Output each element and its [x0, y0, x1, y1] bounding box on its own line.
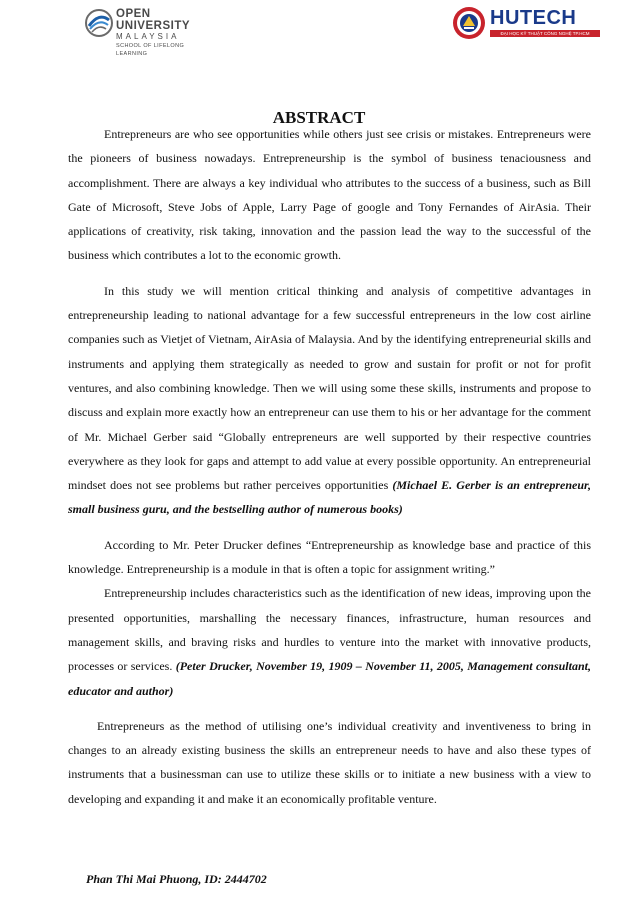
page-header [0, 0, 638, 60]
paragraph-4 [68, 581, 591, 702]
paragraph-text: Entrepreneurs as the method of utilising one’s individual creativity and inventiveness to bring in changes to an already existing business the skills an entrepreneur needs to have and also these types of instruments that a businessman can use to utilize these skills or to initiate a new business with a view to developing and expanding it and make it an economically profitable venture. [68, 718, 591, 806]
page-footer-author: Phan Thi Mai Phuong, ID: 2444702 [86, 872, 267, 886]
paragraph-text: In this study we will mention critical thinking and analysis of competitive advantages in entrepreneurship leading to national advantage for a few successful entrepreneurs in the low cost airline companies such as Vietjet of Vietnam, AirAsia of Malaysia. And by the identifying entrepreneurial skills and instruments and applying them strategically as needed to grow and sustain for profit or not for profit ventures, and also combining knowledge. Then we will using some these skills, instruments and propose to discuss and explain more exactly how an entrepreneur can use them to his or her advantage for the comment of Mr. Michael Gerber said “Globally entrepreneurs are well supported by their respective countries everywhere as they look for gaps and attempt to add value at every possible opportunity. An entrepreneurial mindset does not see problems but rather perceives opportunities [68, 283, 591, 493]
paragraph-text: Entrepreneurship includes characteristics such as the identification of new ideas, improving upon the presented opportunities, marshalling the necessary finances, infrastructure, human resources and management skills, and braving risks and hurdles to venture into the market with innovative products, processes or services. [68, 586, 591, 674]
paragraph-3 [68, 533, 591, 582]
paragraph-citation: (Michael E. Gerber is an entrepreneur, small business guru, and the bestselling author of numerous books) [68, 478, 591, 517]
open-university-name: OPEN UNIVERSITY [116, 8, 191, 32]
hutech-logo [452, 6, 612, 46]
open-university-country: MALAYSIA [116, 32, 180, 41]
hutech-tagline: ĐẠI HỌC KỸ THUẬT CÔNG NGHỆ TP.HCM [490, 30, 600, 37]
paragraph-text: Entrepreneurs are who see opportunities while others just see crisis or mistakes. Entrepreneurs were the pioneers of business nowadays. Entrepreneurship is the symbol of business tenaciousness and accomplishment. There are always a key individual who attributes to the success of a business, such as Bill Gate of Microsoft, Steve Jobs of Apple, Larry Page of google and Tony Fernandes of AirAsia. Their applications of creativity, risk taking, innovation and the passion lead the way to the successful of the business which contributes a lot to the economic growth. [68, 127, 591, 263]
hutech-name: HUTECH [490, 7, 577, 29]
paragraph-text: According to Mr. Peter Drucker defines “Entrepreneurship as knowledge base and practice of this knowledge. Entrepreneurship is a module in that is often a topic for assignment writing.” [68, 537, 591, 577]
open-university-logo [84, 6, 214, 57]
paragraph-citation: (Peter Drucker, November 19, 1909 – November 11, 2005, Management consultant, educator and author) [68, 659, 591, 698]
hutech-seal-icon [452, 6, 486, 40]
paragraph-1 [68, 122, 591, 268]
document-body [68, 122, 591, 811]
paragraph-2 [68, 279, 591, 522]
open-university-tagline: SCHOOL OF LIFELONG LEARNING [116, 43, 185, 57]
paragraph-5 [68, 714, 591, 811]
page-title: ABSTRACT [272, 108, 366, 127]
open-university-emblem-icon [84, 8, 114, 38]
